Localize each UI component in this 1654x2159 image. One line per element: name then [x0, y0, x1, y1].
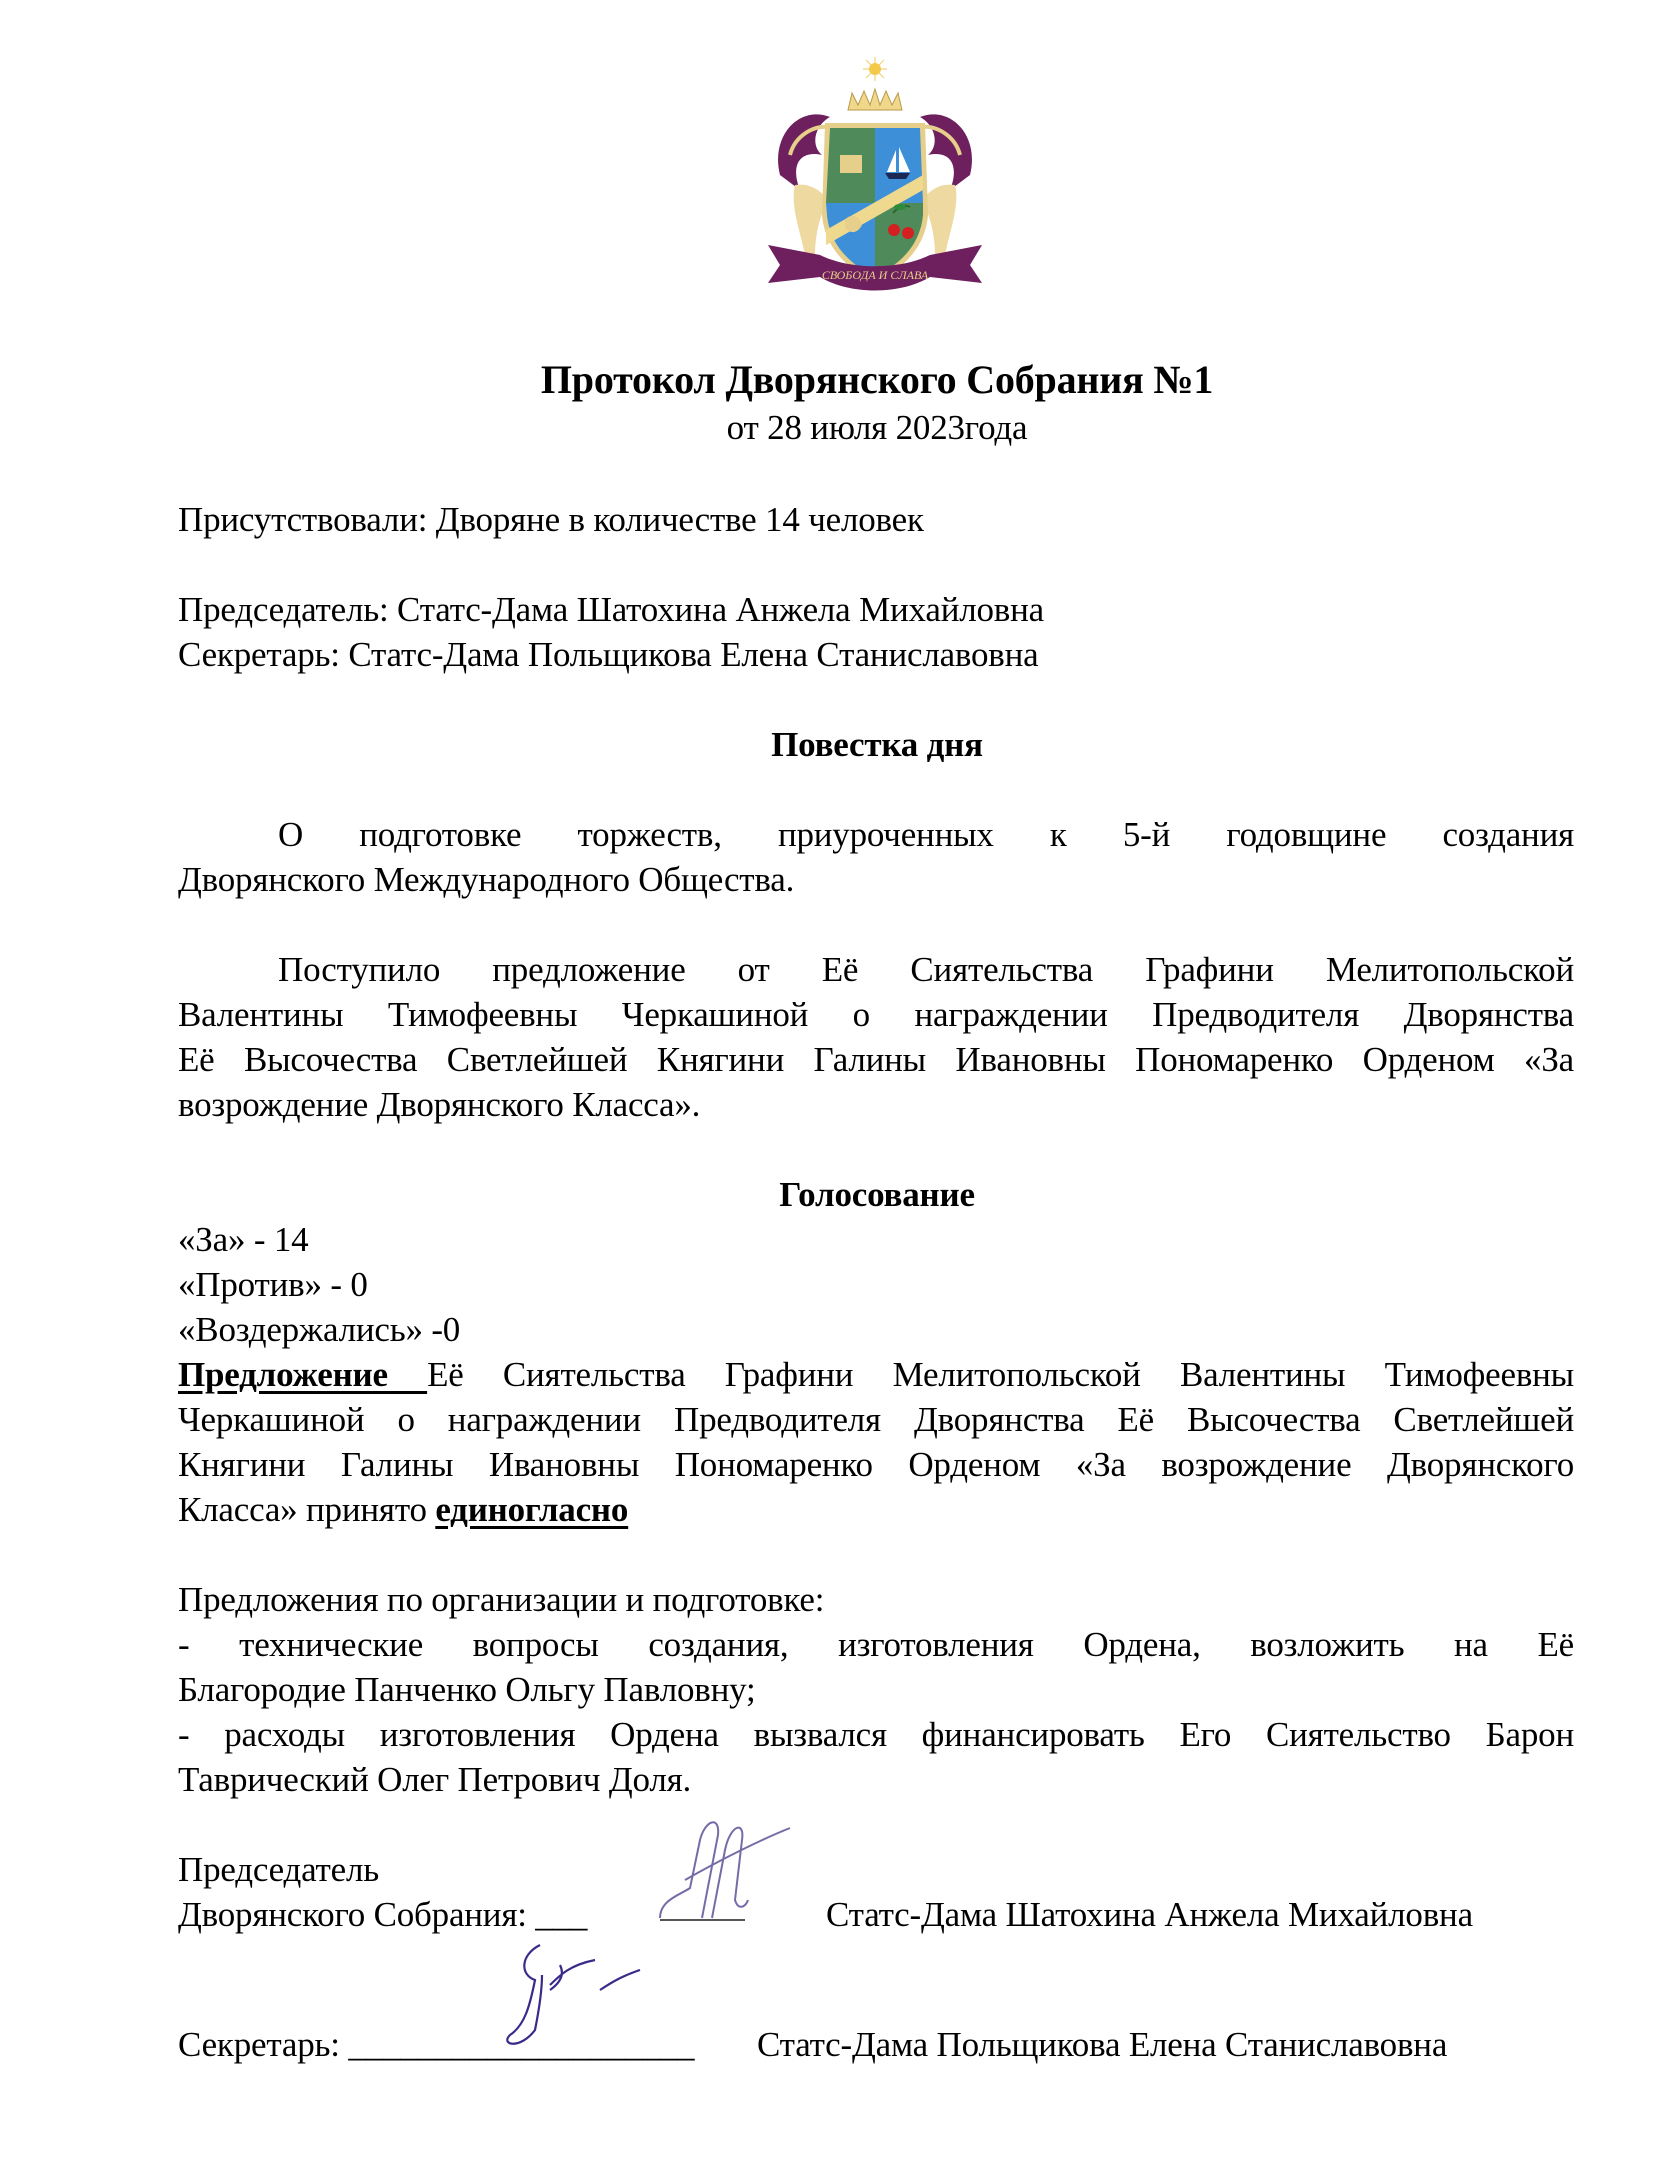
decision-line2: Черкашиной о награждении Предводителя Дворянства Её Высочества Светлейшей — [178, 1400, 1574, 1439]
agenda-item-line1: О подготовке торжеств, приуроченных к 5-й годовщине создания — [278, 815, 1574, 854]
decision-result: единогласно — [435, 1490, 629, 1529]
proposal-line4: возрождение Дворянского Класса». — [178, 1085, 701, 1124]
document-title: Протокол Дворянского Собрания №1 — [540, 357, 1214, 402]
vote-for: «За» - 14 — [178, 1220, 309, 1259]
agenda-heading: Повестка дня — [771, 725, 983, 764]
chair-signature-label1: Председатель — [178, 1850, 379, 1889]
coat-of-arms-icon — [760, 55, 990, 305]
organization-heading: Предложения по организации и подготовке: — [178, 1580, 825, 1619]
attendance: Присутствовали: Дворяне в количестве 14 человек — [178, 500, 924, 539]
proposal-line2: Валентины Тимофеевны Черкашиной о награждении Предводителя Дворянства — [178, 995, 1574, 1034]
agenda-item-line2: Дворянского Международного Общества. — [178, 860, 795, 899]
decision-label: Предложение — [178, 1355, 428, 1394]
chair-line: Председатель: Статс-Дама Шатохина Анжела Михайловна — [178, 590, 1044, 629]
secretary-signature-name: Статс-Дама Польщикова Елена Станиславовна — [757, 2025, 1448, 2064]
svg-text:СВОБОДА И СЛАВА: СВОБОДА И СЛАВА — [821, 268, 929, 282]
document-date: от 28 июля 2023года — [726, 408, 1028, 447]
secretary-line: Секретарь: Статс-Дама Польщикова Елена Станиславовна — [178, 635, 1039, 674]
proposal-line1: Поступило предложение от Её Сиятельства Графини Мелитопольской — [278, 950, 1574, 989]
organization-item2-line1: - расходы изготовления Ордена вызвался финансировать Его Сиятельство Барон — [178, 1715, 1574, 1754]
secretary-signature-icon — [480, 1935, 680, 2055]
secretary-signature-label: Секретарь: ____________________ — [178, 2025, 695, 2064]
decision-line1: Предложение Её Сиятельства Графини Мелитопольской Валентины Тимофеевны — [178, 1355, 1574, 1394]
chair-signature-name: Статс-Дама Шатохина Анжела Михайловна — [826, 1895, 1473, 1934]
chair-signature-icon — [650, 1800, 820, 1940]
chair-signature-label2: Дворянского Собрания: ___ — [178, 1895, 588, 1934]
decision-line4: Класса» принято единогласно — [178, 1490, 629, 1529]
proposal-line3: Её Высочества Светлейшей Княгини Галины Ивановны Пономаренко Орденом «За — [178, 1040, 1574, 1079]
decision-line3: Княгини Галины Ивановны Пономаренко Орденом «За возрождение Дворянского — [178, 1445, 1574, 1484]
organization-item1-line2: Благородие Панченко Ольгу Павловну; — [178, 1670, 756, 1709]
vote-abstained: «Воздержались» -0 — [178, 1310, 461, 1349]
organization-item2-line2: Таврический Олег Петрович Доля. — [178, 1760, 692, 1799]
organization-item1-line1: - технические вопросы создания, изготовления Ордена, возложить на Её — [178, 1625, 1574, 1664]
voting-heading: Голосование — [779, 1175, 975, 1214]
vote-against: «Против» - 0 — [178, 1265, 368, 1304]
